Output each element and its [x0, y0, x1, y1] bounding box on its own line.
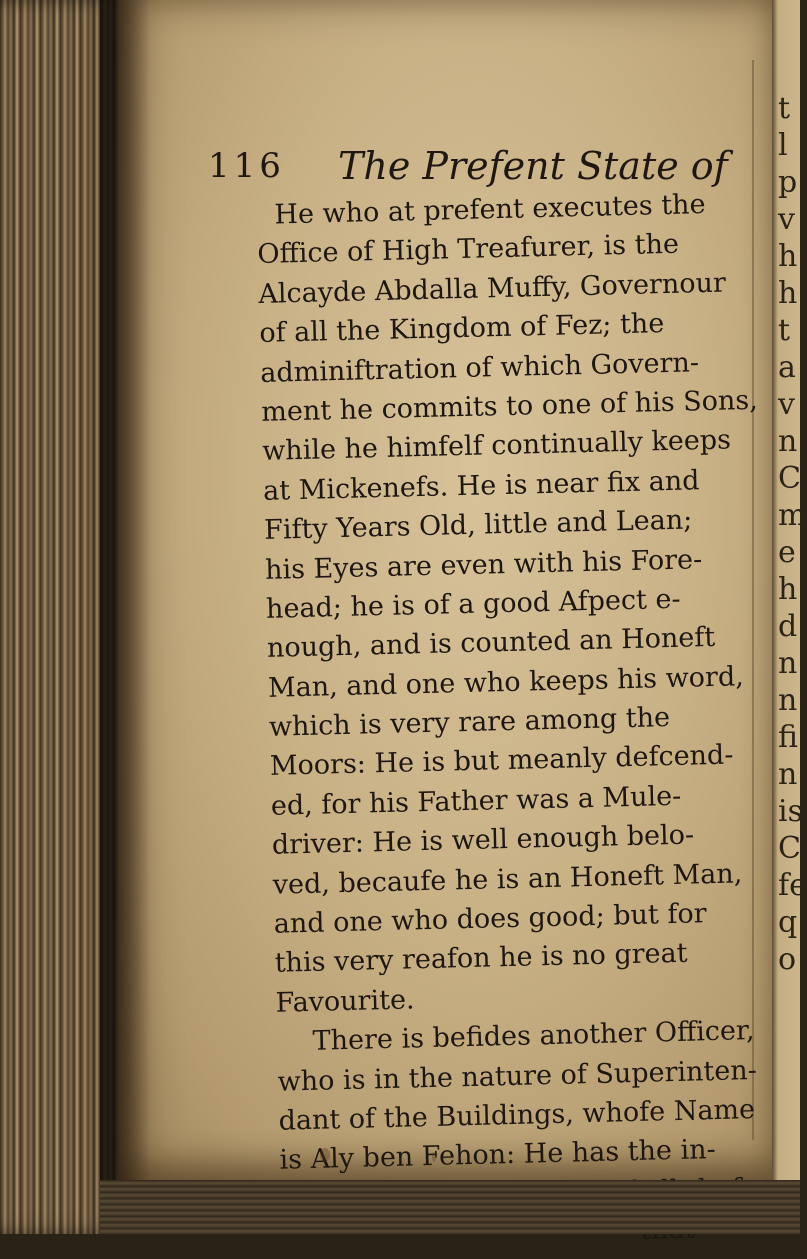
next-page-fragment: t	[778, 313, 791, 348]
text-line: ment he commits to one of his Sons,	[260, 384, 759, 428]
text-line: Man, and one who keeps his word,	[267, 660, 745, 704]
text-line: driver: He is well enough belo-	[271, 819, 695, 862]
ink-blot	[320, 1148, 330, 1162]
text-line: Office of High Treafurer, is the	[257, 229, 680, 271]
next-page-fragment: e	[778, 535, 796, 570]
next-page-text-fragments	[778, 90, 807, 978]
next-page-fragment: n	[778, 646, 798, 681]
text-line: There is befides another Officer,	[312, 1015, 755, 1058]
next-page-fragment: n	[778, 683, 798, 718]
text-line: ed, for his Father was a Mule-	[270, 780, 682, 822]
next-page-fragment: C	[778, 461, 801, 496]
text-line: at Mickenefs. He is near fix and	[262, 464, 700, 507]
text-line: Fifty Years Old, little and Lean;	[263, 504, 693, 547]
page-number: 116	[208, 146, 285, 186]
next-page-fragment: v	[778, 202, 795, 237]
next-page-fragment: p	[778, 165, 798, 200]
next-page-fragment: q	[778, 905, 798, 940]
next-page-fragment: fe	[778, 868, 807, 903]
body-text	[256, 184, 782, 1259]
text-line: his Eyes are even with his Fore-	[264, 543, 703, 586]
text-line: which is very rare among the	[268, 702, 671, 743]
text-line: adminiftration of which Govern-	[259, 346, 700, 389]
text-line: Moors: He is but meanly defcend-	[269, 739, 734, 783]
text-line: and one who does good; but for	[273, 898, 707, 940]
next-page-fragment: C	[778, 831, 801, 866]
next-page-fragment: h	[778, 239, 798, 274]
text-line: who is in the nature of Superinten-	[277, 1054, 758, 1098]
page-stack-bottom-edge	[100, 1180, 800, 1234]
next-page-fragment: is	[778, 794, 803, 829]
next-page-fragment: o	[778, 942, 797, 977]
text-line: of all the Kingdom of Fez; the	[258, 308, 665, 350]
gutter-shadow	[100, 0, 150, 1234]
text-line: while he himfelf continually keeps	[261, 424, 732, 468]
text-line: nough, and is counted an Honeft	[266, 622, 716, 665]
text-line: Alcayde Abdalla Muffy, Governour	[258, 267, 727, 310]
next-page-fragment: n	[778, 757, 798, 792]
ink-speck	[432, 1152, 436, 1162]
next-page-fragment: n	[778, 424, 798, 459]
next-page-fragment: d	[778, 609, 798, 644]
text-line: He who at prefent executes the	[274, 189, 706, 231]
next-page-fragment: fi	[778, 720, 799, 755]
text-line: ved, becaufe he is an Honeft Man,	[272, 857, 743, 901]
text-line: is Aly ben Fehon: He has the in-	[279, 1134, 717, 1177]
text-line: this very reafon he is no great	[274, 938, 688, 980]
next-page-fragment: m	[778, 498, 807, 533]
text-line: dant of the Buildings, whofe Name	[278, 1094, 756, 1137]
next-page-fragment: t	[778, 91, 791, 126]
text-line: head; he is of a good Afpect e-	[265, 583, 681, 625]
next-page-fragment: h	[778, 276, 798, 311]
next-page-fragment: a	[778, 350, 796, 385]
running-title: The Prefent State of	[338, 144, 728, 188]
next-page-fragment: h	[778, 572, 798, 607]
text-line: Favourite.	[275, 984, 415, 1019]
next-page-fragment: l	[778, 128, 788, 163]
next-page-fragment: v	[778, 387, 795, 422]
